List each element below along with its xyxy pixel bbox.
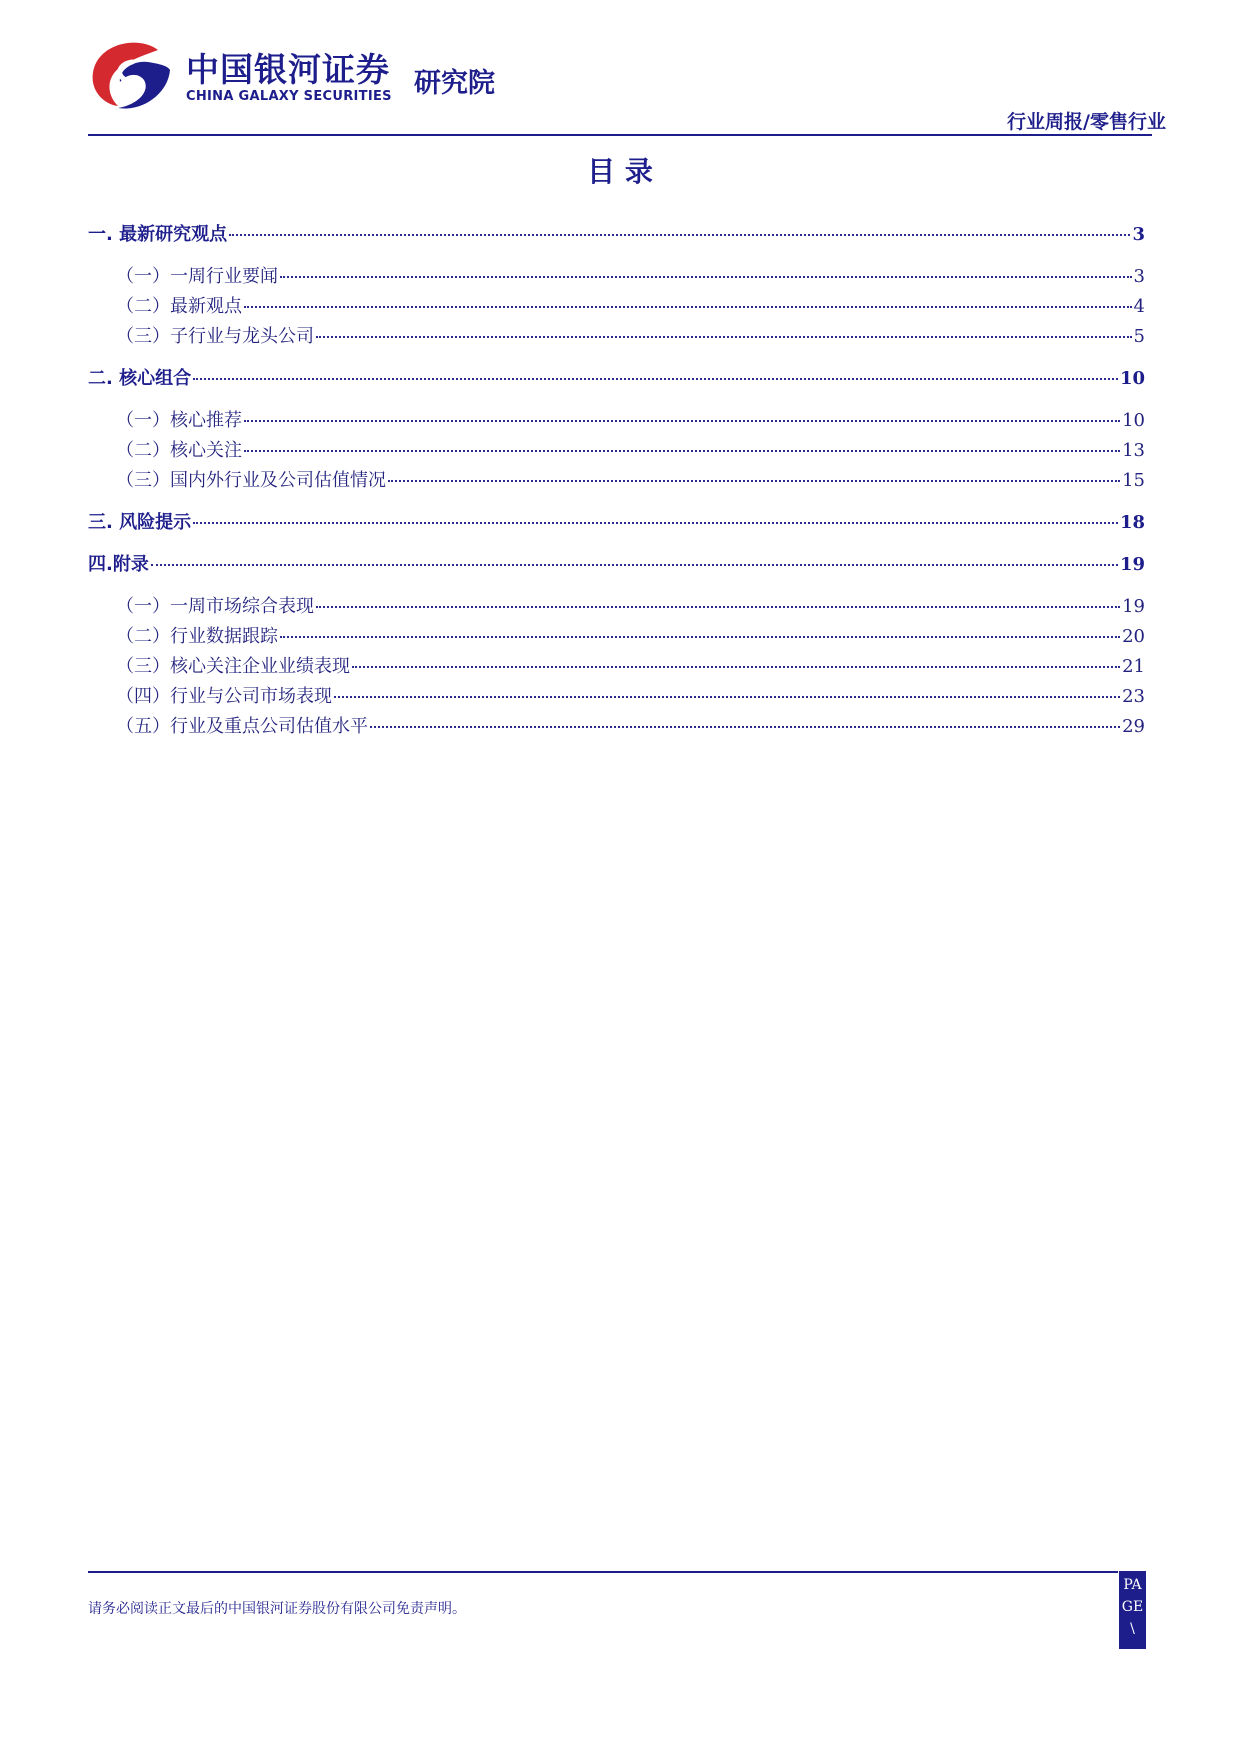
toc-entry-label: 三. 风险提示 <box>88 512 192 533</box>
toc-entry-page: 20 <box>1122 626 1145 647</box>
toc-subsection-entry[interactable] <box>88 406 1145 432</box>
toc-dot-leader <box>193 378 1118 380</box>
toc-section-entry[interactable] <box>88 550 1145 576</box>
toc-subsection-entry[interactable] <box>88 262 1145 288</box>
toc-entry-page: 4 <box>1133 296 1145 317</box>
institute-label: 研究院 <box>414 68 495 99</box>
footer-divider <box>88 1571 1118 1573</box>
toc-dot-leader <box>316 336 1132 338</box>
toc-entry-label: 四.附录 <box>88 554 149 575</box>
toc-entry-label: （二）行业数据跟踪 <box>116 626 278 647</box>
brand-name-en: CHINA GALAXY SECURITIES <box>186 89 392 104</box>
toc-entry-label: 二. 核心组合 <box>88 368 192 389</box>
toc-dot-leader <box>244 450 1120 452</box>
toc-dot-leader <box>193 522 1118 524</box>
toc-entry-label: （一）一周行业要闻 <box>116 266 278 287</box>
toc-dot-leader <box>388 480 1120 482</box>
toc-entry-label: （四）行业与公司市场表现 <box>116 686 332 707</box>
disclaimer-text: 请务必阅读正文最后的中国银河证券股份有限公司免责声明。 <box>88 1601 466 1617</box>
toc-entry-page: 3 <box>1133 266 1145 287</box>
toc-dot-leader <box>280 276 1132 278</box>
toc-entry-label: （三）核心关注企业业绩表现 <box>116 656 350 677</box>
toc-dot-leader <box>280 636 1120 638</box>
page-number-box: PAGE \ <box>1119 1571 1146 1649</box>
toc-subsection-entry[interactable] <box>88 712 1145 738</box>
toc-subsection-entry[interactable] <box>88 322 1145 348</box>
toc-subsection-entry[interactable] <box>88 292 1145 318</box>
logo-navy-swoosh <box>118 62 170 109</box>
report-type: 行业周报/零售行业 <box>1007 111 1166 133</box>
toc-subsection-entry[interactable] <box>88 652 1145 678</box>
toc-entry-label: 一. 最新研究观点 <box>88 224 228 245</box>
toc-entry-label: （三）国内外行业及公司估值情况 <box>116 470 386 491</box>
toc-dot-leader <box>352 666 1120 668</box>
toc-title: 目 录 <box>587 155 653 188</box>
toc-entry-page: 29 <box>1122 716 1145 737</box>
toc-section-entry[interactable] <box>88 508 1145 534</box>
toc-dot-leader <box>151 564 1118 566</box>
toc-entry-page: 19 <box>1119 554 1145 575</box>
toc-entry-label: （三）子行业与龙头公司 <box>116 326 314 347</box>
toc-dot-leader <box>334 696 1120 698</box>
toc-dot-leader <box>316 606 1120 608</box>
toc-section-entry[interactable] <box>88 220 1145 246</box>
toc-subsection-entry[interactable] <box>88 466 1145 492</box>
toc-section-entry[interactable] <box>88 364 1145 390</box>
toc-entry-label: （二）核心关注 <box>116 440 242 461</box>
toc-entry-label: （一）核心推荐 <box>116 410 242 431</box>
toc-entry-page: 3 <box>1132 224 1145 245</box>
toc-subsection-entry[interactable] <box>88 622 1145 648</box>
header-divider <box>88 134 1152 136</box>
toc-entry-page: 5 <box>1133 326 1145 347</box>
toc-entry-page: 10 <box>1119 368 1145 389</box>
toc-entry-page: 23 <box>1122 686 1145 707</box>
toc-entry-page: 18 <box>1119 512 1145 533</box>
toc-entry-page: 13 <box>1122 440 1145 461</box>
toc-entry-label: （一）一周市场综合表现 <box>116 596 314 617</box>
toc-subsection-entry[interactable] <box>88 592 1145 618</box>
toc-entry-label: （二）最新观点 <box>116 296 242 317</box>
toc-entry-page: 19 <box>1122 596 1145 617</box>
toc-dot-leader <box>244 306 1132 308</box>
brand-name-cn: 中国银河证券 <box>186 50 390 89</box>
toc-entry-page: 10 <box>1122 410 1145 431</box>
toc-entry-page: 15 <box>1122 470 1145 491</box>
toc-dot-leader <box>229 234 1130 236</box>
toc-subsection-entry[interactable] <box>88 436 1145 462</box>
toc-subsection-entry[interactable] <box>88 682 1145 708</box>
toc-entry-label: （五）行业及重点公司估值水平 <box>116 716 368 737</box>
galaxy-logo <box>88 40 174 112</box>
toc-entry-page: 21 <box>1122 656 1145 677</box>
toc-dot-leader <box>244 420 1120 422</box>
toc-dot-leader <box>370 726 1120 728</box>
